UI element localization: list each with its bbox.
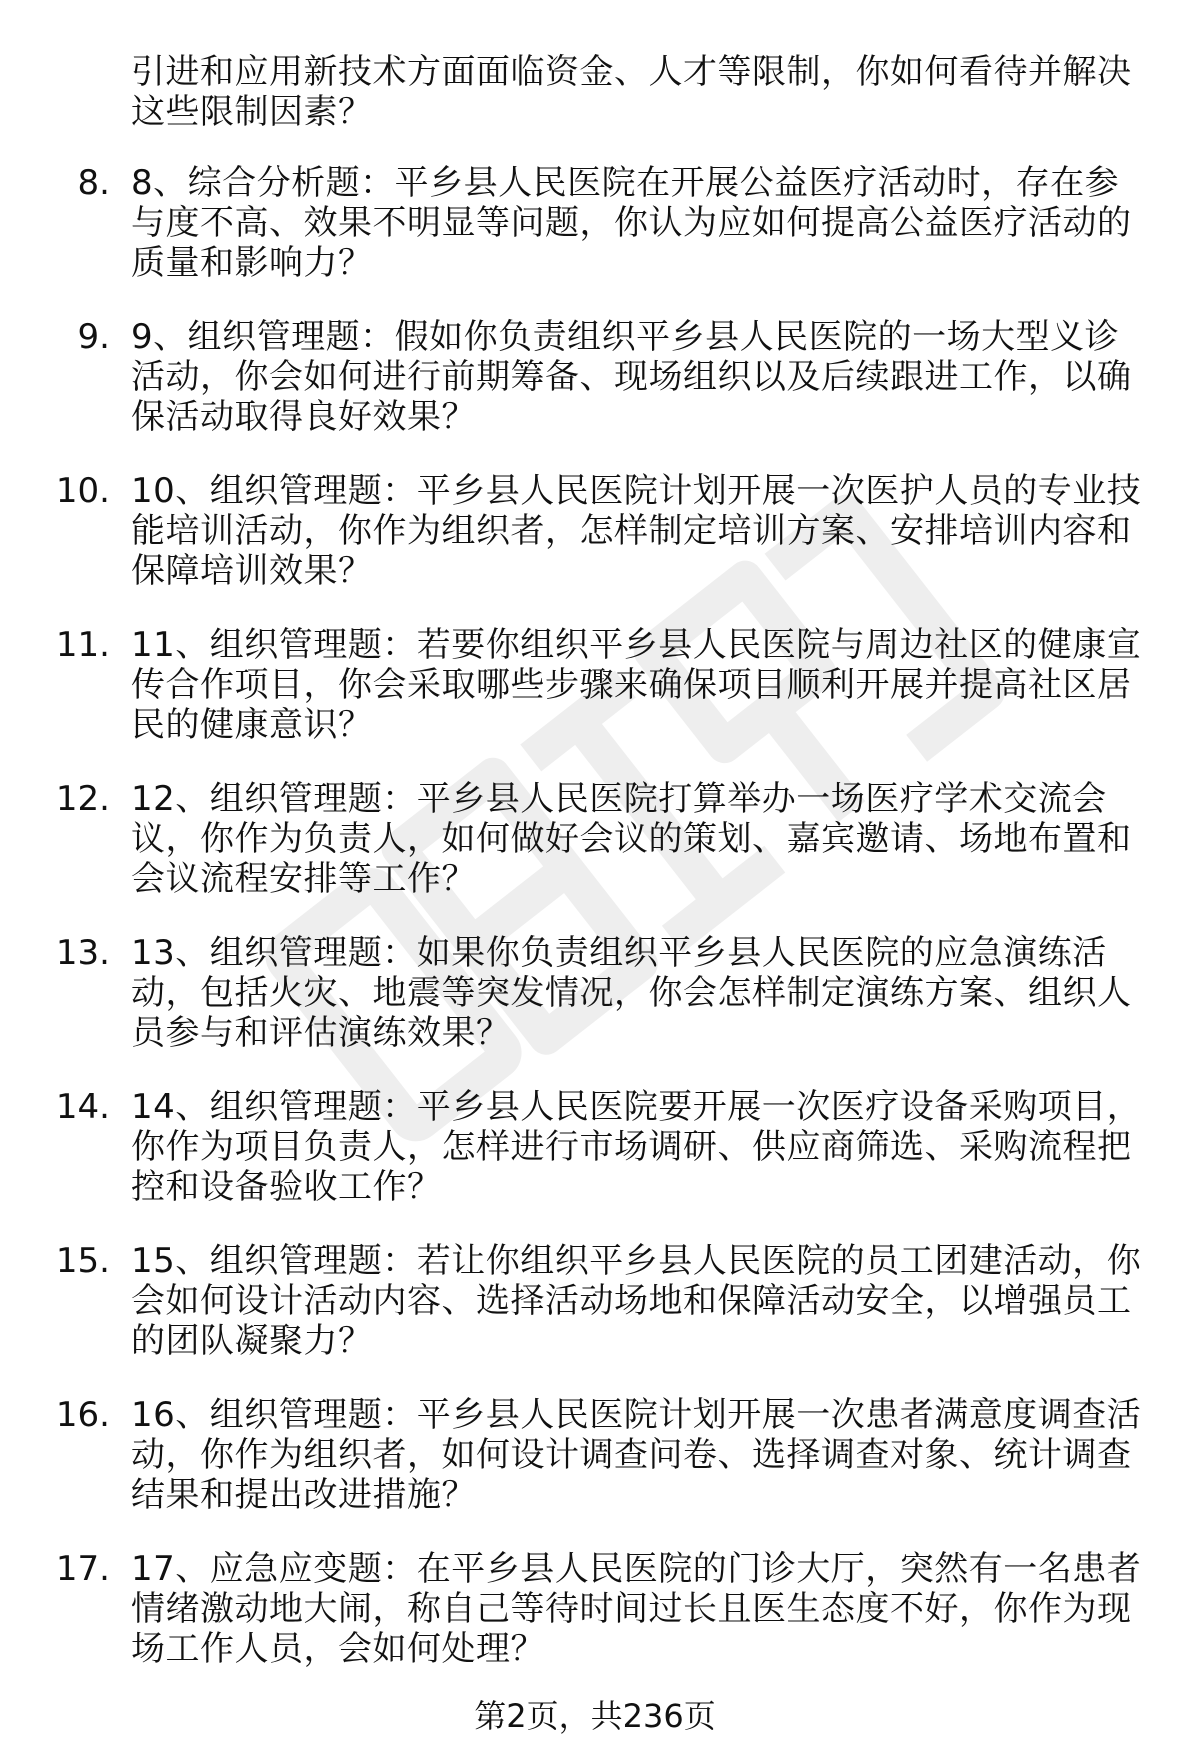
list-item-text: 16、组织管理题：平乡县人民医院计划开展一次患者满意度调查活动，你作为组织者，如何设计调查问卷、选择调查对象、统计调查结果和提出改进措施？ <box>131 1395 1142 1515</box>
list-item-number: 11. <box>55 625 110 665</box>
list-item-text: 12、组织管理题：平乡县人民医院打算举办一场医疗学术交流会议，你作为负责人，如何做好会议的策划、嘉宾邀请、场地布置和会议流程安排等工作？ <box>131 779 1132 899</box>
list-item <box>0 163 1190 317</box>
list-item <box>0 1549 1190 1703</box>
list-item-number: 8. <box>77 163 110 203</box>
list-item-number: 14. <box>55 1087 110 1127</box>
question-list <box>0 163 1190 1703</box>
list-item <box>0 779 1190 933</box>
list-item-text: 14、组织管理题：平乡县人民医院要开展一次医疗设备采购项目，你作为项目负责人，怎样进行市场调研、供应商筛选、采购流程把控和设备验收工作？ <box>131 1087 1142 1207</box>
list-item-number: 12. <box>55 779 110 819</box>
continued-question-text: 引进和应用新技术方面面临资金、人才等限制，你如何看待并解决这些限制因素？ <box>131 52 1132 132</box>
list-item <box>0 1395 1190 1549</box>
list-item <box>0 1087 1190 1241</box>
list-item-text: 10、组织管理题：平乡县人民医院计划开展一次医护人员的专业技能培训活动，你作为组织者，怎样制定培训方案、安排培训内容和保障培训效果？ <box>131 471 1142 591</box>
list-item <box>0 933 1190 1087</box>
list-item-text: 9、组织管理题：假如你负责组织平乡县人民医院的一场大型义诊活动，你会如何进行前期筹备、现场组织以及后续跟进工作，以确保活动取得良好效果？ <box>131 317 1132 437</box>
page-footer: 第2页，共236页 <box>474 1697 716 1735</box>
list-item <box>0 317 1190 471</box>
list-item <box>0 625 1190 779</box>
list-item <box>0 1241 1190 1395</box>
list-item-text: 15、组织管理题：若让你组织平乡县人民医院的员工团建活动，你会如何设计活动内容、选择活动场地和保障活动安全，以增强员工的团队凝聚力？ <box>131 1241 1142 1361</box>
list-item-number: 16. <box>55 1395 110 1435</box>
list-item <box>0 471 1190 625</box>
list-item-text: 13、组织管理题：如果你负责组织平乡县人民医院的应急演练活动，包括火灾、地震等突发情况，你会怎样制定演练方案、组织人员参与和评估演练效果？ <box>131 933 1132 1053</box>
list-item-text: 11、组织管理题：若要你组织平乡县人民医院与周边社区的健康宣传合作项目，你会采取哪些步骤来确保项目顺利开展并提高社区居民的健康意识？ <box>131 625 1142 745</box>
list-item-number: 17. <box>55 1549 110 1589</box>
list-item-number: 9. <box>77 317 110 357</box>
list-item-number: 10. <box>55 471 110 511</box>
list-item-number: 15. <box>55 1241 110 1281</box>
list-item-text: 17、应急应变题：在平乡县人民医院的门诊大厅，突然有一名患者情绪激动地大闹，称自己等待时间过长且医生态度不好，你作为现场工作人员，会如何处理？ <box>131 1549 1142 1669</box>
list-item-number: 13. <box>55 933 110 973</box>
list-item-text: 8、综合分析题：平乡县人民医院在开展公益医疗活动时，存在参与度不高、效果不明显等问题，你认为应如何提高公益医疗活动的质量和影响力？ <box>131 163 1132 283</box>
